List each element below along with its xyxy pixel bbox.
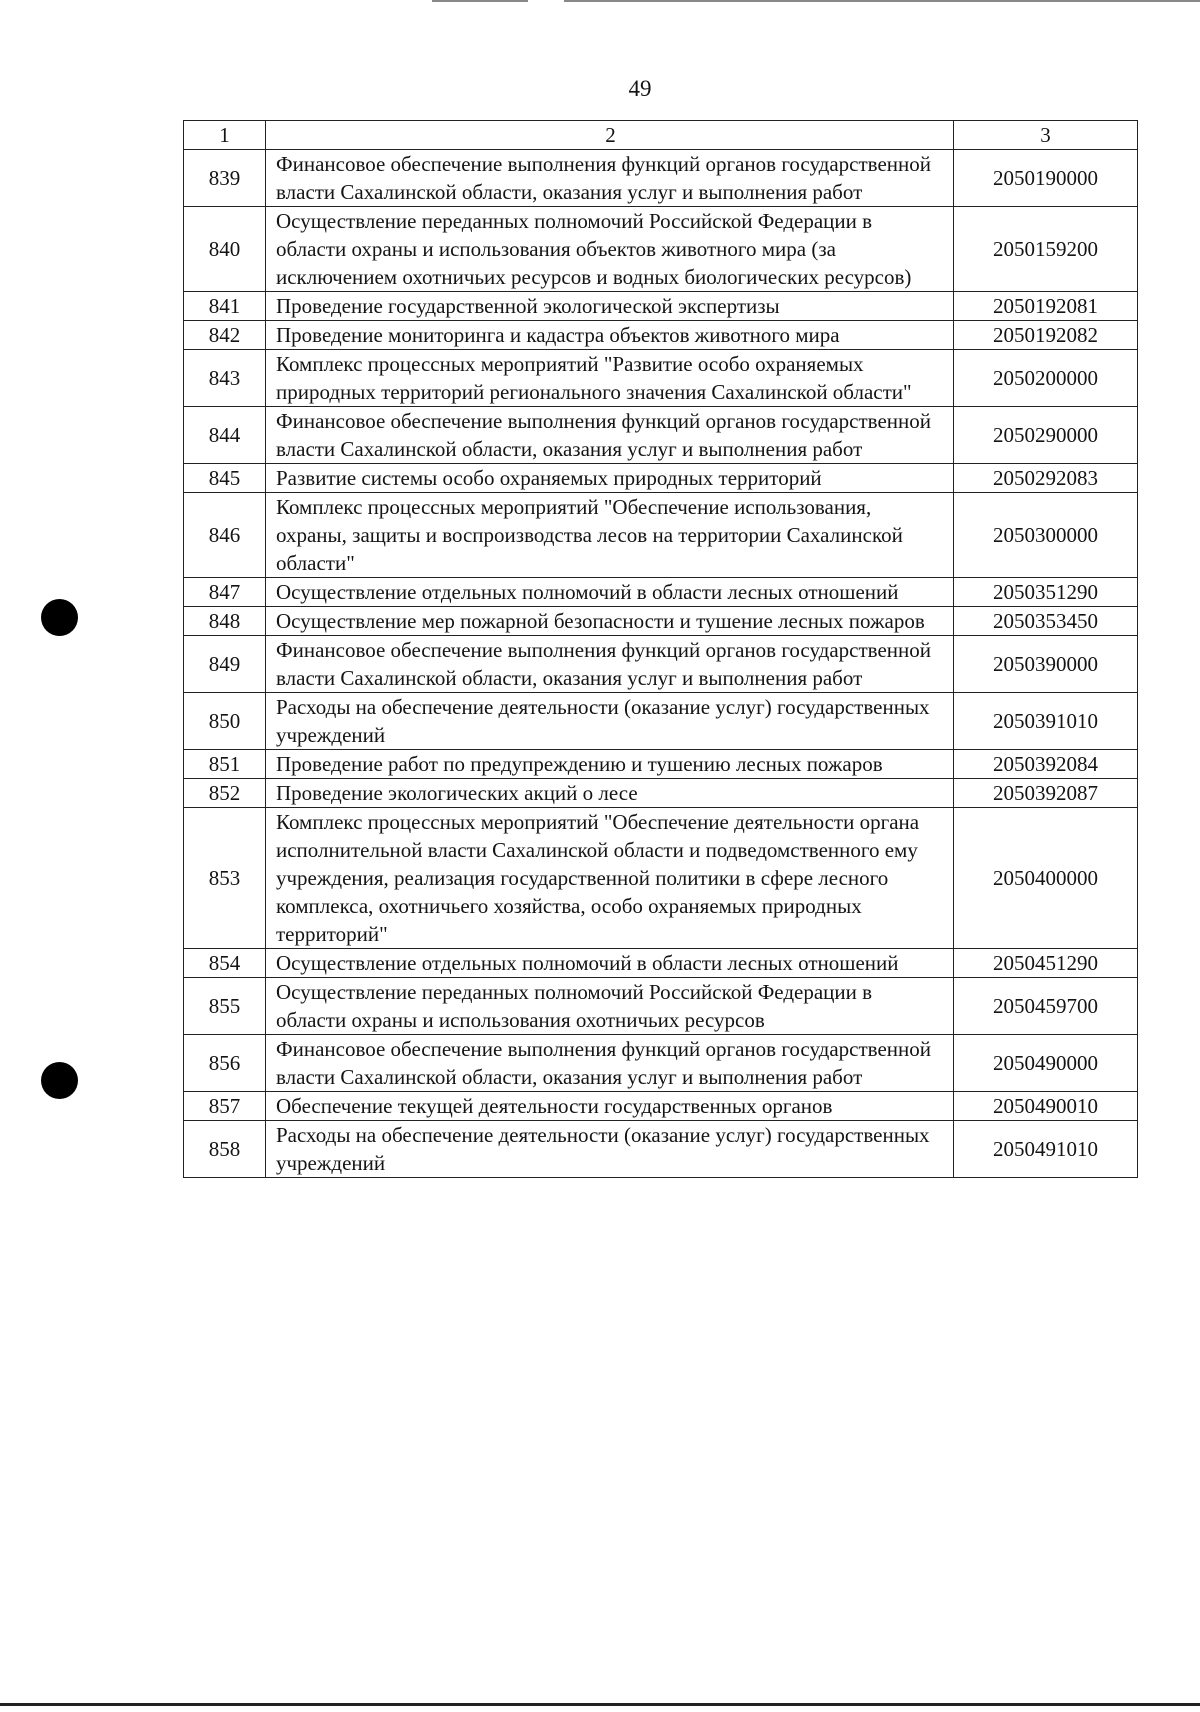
table-row bbox=[184, 1035, 1138, 1092]
row-code: 2050391010 bbox=[954, 693, 1138, 750]
row-description: Комплекс процессных мероприятий "Обеспечение использования, охраны, защиты и воспроизводства лесов на территории Сахалинской области" bbox=[266, 493, 954, 578]
row-code: 2050192081 bbox=[954, 292, 1138, 321]
row-code: 2050190000 bbox=[954, 150, 1138, 207]
row-description: Финансовое обеспечение выполнения функций органов государственной власти Сахалинской области, оказания услуг и выполнения работ bbox=[266, 636, 954, 693]
column-header: 2 bbox=[266, 121, 954, 150]
row-number: 844 bbox=[184, 407, 266, 464]
row-code: 2050300000 bbox=[954, 493, 1138, 578]
scan-top-edge bbox=[0, 0, 1200, 2]
table-row bbox=[184, 978, 1138, 1035]
row-description: Финансовое обеспечение выполнения функций органов государственной власти Сахалинской области, оказания услуг и выполнения работ bbox=[266, 150, 954, 207]
row-description: Проведение экологических акций о лесе bbox=[266, 779, 954, 808]
row-description: Развитие системы особо охраняемых природных территорий bbox=[266, 464, 954, 493]
row-code: 2050200000 bbox=[954, 350, 1138, 407]
row-number: 850 bbox=[184, 693, 266, 750]
scan-bottom-edge bbox=[0, 1703, 1200, 1706]
table-row bbox=[184, 607, 1138, 636]
row-number: 839 bbox=[184, 150, 266, 207]
table-row bbox=[184, 407, 1138, 464]
row-description: Осуществление мер пожарной безопасности и тушение лесных пожаров bbox=[266, 607, 954, 636]
row-code: 2050400000 bbox=[954, 808, 1138, 949]
table-row bbox=[184, 808, 1138, 949]
row-code: 2050192082 bbox=[954, 321, 1138, 350]
table-row bbox=[184, 693, 1138, 750]
column-header: 1 bbox=[184, 121, 266, 150]
punch-hole-mark bbox=[41, 599, 78, 636]
row-number: 852 bbox=[184, 779, 266, 808]
row-description: Осуществление отдельных полномочий в области лесных отношений bbox=[266, 578, 954, 607]
row-number: 856 bbox=[184, 1035, 266, 1092]
table-row bbox=[184, 350, 1138, 407]
table-row bbox=[184, 493, 1138, 578]
row-number: 857 bbox=[184, 1092, 266, 1121]
row-description: Осуществление переданных полномочий Российской Федерации в области охраны и использования объектов животного мира (за исключением охотничьих ресурсов и водных биологических ресурсов) bbox=[266, 207, 954, 292]
row-code: 2050353450 bbox=[954, 607, 1138, 636]
row-number: 840 bbox=[184, 207, 266, 292]
table-row bbox=[184, 150, 1138, 207]
row-number: 848 bbox=[184, 607, 266, 636]
row-description: Обеспечение текущей деятельности государственных органов bbox=[266, 1092, 954, 1121]
row-number: 851 bbox=[184, 750, 266, 779]
row-description: Комплекс процессных мероприятий "Развитие особо охраняемых природных территорий регионального значения Сахалинской области" bbox=[266, 350, 954, 407]
column-header: 3 bbox=[954, 121, 1138, 150]
row-number: 846 bbox=[184, 493, 266, 578]
row-code: 2050292083 bbox=[954, 464, 1138, 493]
table-row bbox=[184, 321, 1138, 350]
budget-code-table bbox=[183, 120, 1138, 1178]
row-code: 2050351290 bbox=[954, 578, 1138, 607]
row-description: Комплекс процессных мероприятий "Обеспечение деятельности органа исполнительной власти Сахалинской области и подведомственного ему учреждения, реализация государственной политики в сфере лесного комплекса, охотничьего хозяйства, особо охраняемых природных территорий" bbox=[266, 808, 954, 949]
table-row bbox=[184, 949, 1138, 978]
row-code: 2050451290 bbox=[954, 949, 1138, 978]
table-row bbox=[184, 207, 1138, 292]
row-description: Расходы на обеспечение деятельности (оказание услуг) государственных учреждений bbox=[266, 693, 954, 750]
row-description: Финансовое обеспечение выполнения функций органов государственной власти Сахалинской области, оказания услуг и выполнения работ bbox=[266, 1035, 954, 1092]
row-code: 2050490000 bbox=[954, 1035, 1138, 1092]
row-code: 2050392087 bbox=[954, 779, 1138, 808]
row-number: 847 bbox=[184, 578, 266, 607]
row-number: 845 bbox=[184, 464, 266, 493]
row-description: Проведение работ по предупреждению и тушению лесных пожаров bbox=[266, 750, 954, 779]
table-row bbox=[184, 636, 1138, 693]
row-description: Расходы на обеспечение деятельности (оказание услуг) государственных учреждений bbox=[266, 1121, 954, 1178]
row-number: 841 bbox=[184, 292, 266, 321]
table-row bbox=[184, 1092, 1138, 1121]
row-code: 2050290000 bbox=[954, 407, 1138, 464]
row-number: 858 bbox=[184, 1121, 266, 1178]
row-code: 2050390000 bbox=[954, 636, 1138, 693]
punch-hole-mark bbox=[41, 1062, 78, 1099]
table-row bbox=[184, 292, 1138, 321]
page-number: 49 bbox=[628, 76, 652, 101]
row-description: Осуществление переданных полномочий Российской Федерации в области охраны и использования охотничьих ресурсов bbox=[266, 978, 954, 1035]
row-description: Осуществление отдельных полномочий в области лесных отношений bbox=[266, 949, 954, 978]
row-description: Проведение мониторинга и кадастра объектов животного мира bbox=[266, 321, 954, 350]
table-row bbox=[184, 779, 1138, 808]
table-header-row bbox=[184, 121, 1138, 150]
table-row bbox=[184, 1121, 1138, 1178]
row-description: Финансовое обеспечение выполнения функций органов государственной власти Сахалинской области, оказания услуг и выполнения работ bbox=[266, 407, 954, 464]
row-code: 2050491010 bbox=[954, 1121, 1138, 1178]
row-code: 2050159200 bbox=[954, 207, 1138, 292]
row-number: 842 bbox=[184, 321, 266, 350]
row-number: 853 bbox=[184, 808, 266, 949]
table-row bbox=[184, 578, 1138, 607]
row-code: 2050490010 bbox=[954, 1092, 1138, 1121]
row-code: 2050392084 bbox=[954, 750, 1138, 779]
row-number: 854 bbox=[184, 949, 266, 978]
row-code: 2050459700 bbox=[954, 978, 1138, 1035]
table-row bbox=[184, 464, 1138, 493]
row-number: 849 bbox=[184, 636, 266, 693]
table-row bbox=[184, 750, 1138, 779]
row-number: 855 bbox=[184, 978, 266, 1035]
row-number: 843 bbox=[184, 350, 266, 407]
row-description: Проведение государственной экологической экспертизы bbox=[266, 292, 954, 321]
